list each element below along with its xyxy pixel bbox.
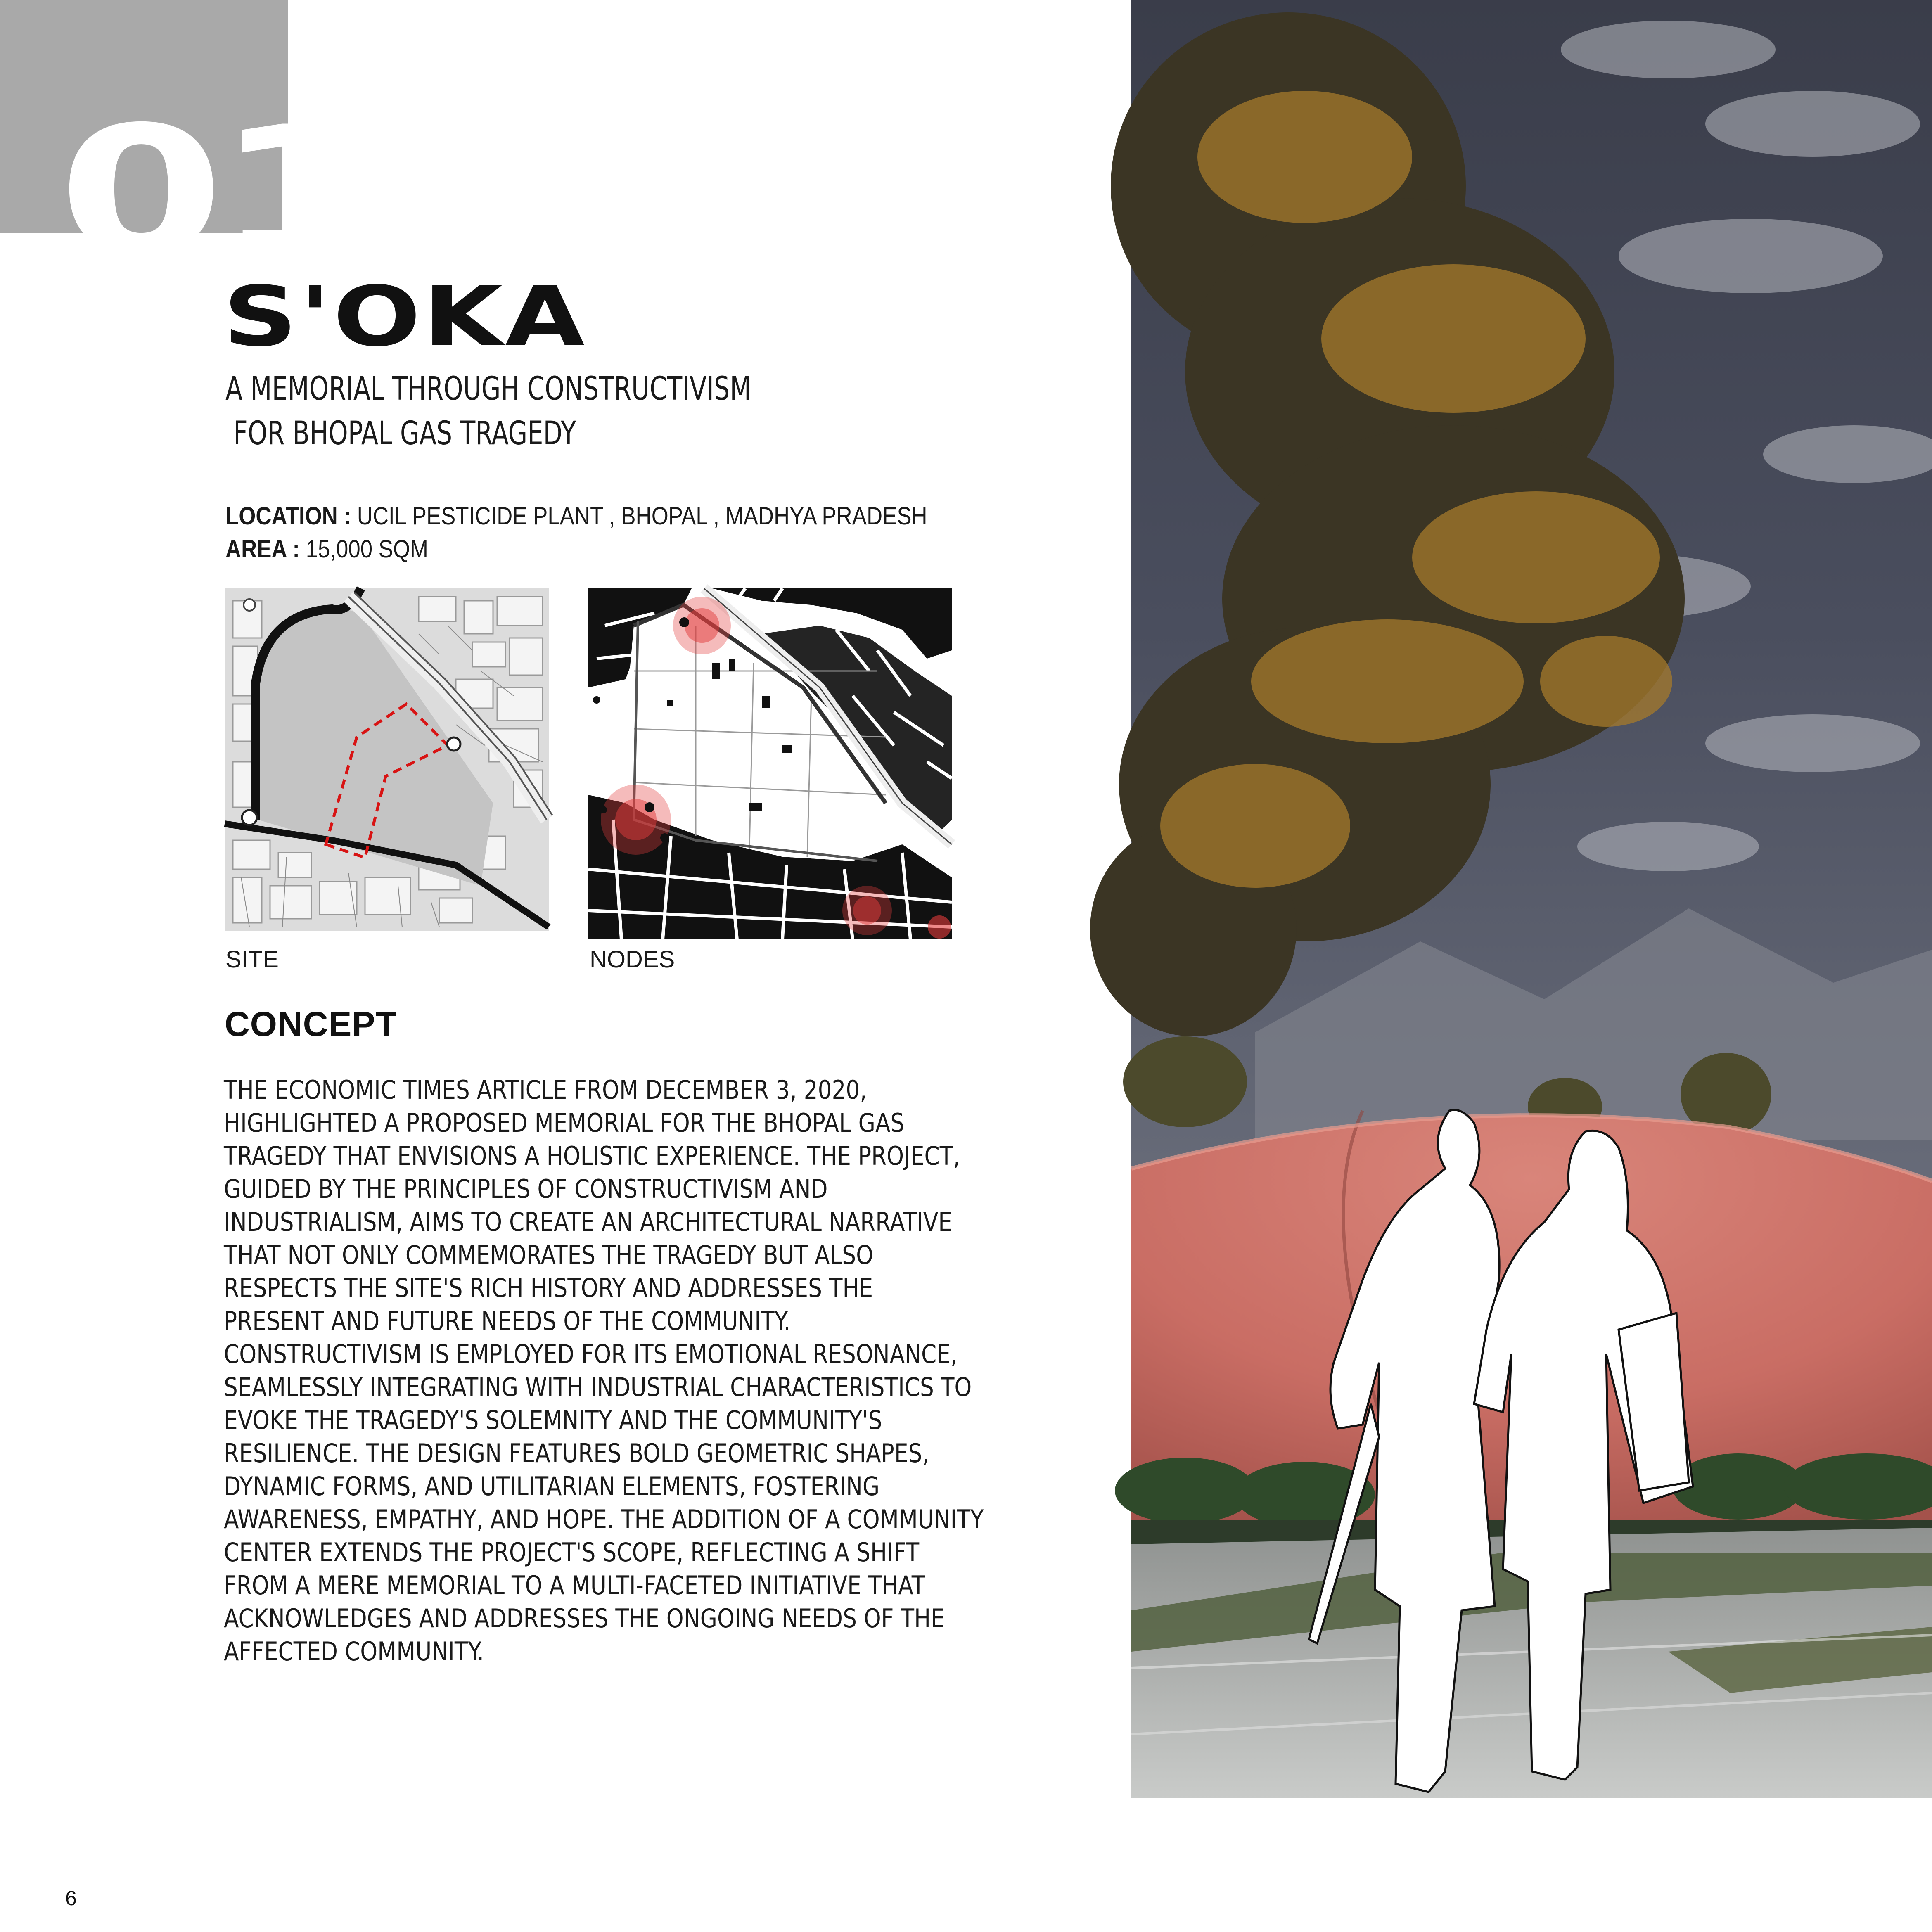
concept-line: RESILIENCE. THE DESIGN FEATURES BOLD GEOMETRIC SHAPES, — [224, 1438, 929, 1468]
area-label: AREA : — [225, 535, 300, 563]
concept-line: GUIDED BY THE PRINCIPLES OF CONSTRUCTIVISM AND — [224, 1174, 828, 1204]
area-value: 15,000 SQM — [299, 535, 429, 563]
subtitle-line-1: A MEMORIAL THROUGH CONSTRUCTIVISM — [225, 370, 751, 408]
concept-line: AFFECTED COMMUNITY. — [224, 1636, 484, 1666]
location-value: UCIL PESTICIDE PLANT , BHOPAL , MADHYA PRADESH — [351, 502, 927, 530]
subtitle-line-2: FOR BHOPAL GAS TRAGEDY — [225, 415, 576, 452]
concept-line: AWARENESS, EMPATHY, AND HOPE. THE ADDITION OF A COMMUNITY — [224, 1504, 984, 1534]
concept-line: PRESENT AND FUTURE NEEDS OF THE COMMUNITY. — [224, 1306, 791, 1336]
location-label: LOCATION : — [225, 502, 351, 530]
concept-line: INDUSTRIALISM, AIMS TO CREATE AN ARCHITECTURAL NARRATIVE — [224, 1207, 952, 1237]
render-graphic — [1131, 0, 1932, 1798]
section-number: 01 — [58, 89, 372, 295]
concept-line: TRAGEDY THAT ENVISIONS A HOLISTIC EXPERIENCE. THE PROJECT, — [224, 1141, 960, 1171]
concept-line: THAT NOT ONLY COMMEMORATES THE TRAGEDY BUT ALSO — [224, 1240, 874, 1270]
project-subtitle — [225, 367, 900, 456]
page-number: 6 — [65, 1887, 77, 1910]
project-meta — [225, 500, 927, 566]
concept-line: FROM A MERE MEMORIAL TO A MULTI-FACETED INITIATIVE THAT — [224, 1570, 925, 1600]
site-map — [225, 588, 549, 931]
concept-line: HIGHLIGHTED A PROPOSED MEMORIAL FOR THE BHOPAL GAS — [224, 1108, 905, 1138]
site-map-graphic — [225, 588, 549, 931]
nodes-map — [588, 588, 952, 939]
nodes-map-graphic — [588, 588, 952, 939]
concept-line: RESPECTS THE SITE'S RICH HISTORY AND ADDRESSES THE — [224, 1273, 873, 1303]
nodes-map-label: NODES — [590, 946, 675, 973]
project-title: S'OKA — [223, 269, 587, 365]
concept-line: CENTER EXTENDS THE PROJECT'S SCOPE, REFLECTING A SHIFT — [224, 1537, 920, 1567]
concept-line: EVOKE THE TRAGEDY'S SOLEMNITY AND THE COMMUNITY'S — [224, 1405, 882, 1435]
concept-line: SEAMLESSLY INTEGRATING WITH INDUSTRIAL CHARACTERISTICS TO — [224, 1372, 972, 1402]
memorial-render-image — [1131, 0, 1932, 1798]
concept-line: ACKNOWLEDGES AND ADDRESSES THE ONGOING NEEDS OF THE — [224, 1603, 945, 1633]
concept-line: DYNAMIC FORMS, AND UTILITARIAN ELEMENTS, FOSTERING — [224, 1471, 880, 1501]
concept-heading: CONCEPT — [225, 1005, 397, 1043]
area-row — [225, 533, 927, 566]
location-row — [225, 500, 927, 533]
section-number-block — [0, 0, 372, 295]
concept-line: THE ECONOMIC TIMES ARTICLE FROM DECEMBER 3, 2020, — [224, 1075, 867, 1105]
concept-body — [224, 1074, 984, 1668]
concept-line: CONSTRUCTIVISM IS EMPLOYED FOR ITS EMOTIONAL RESONANCE, — [224, 1339, 958, 1369]
site-map-label: SITE — [225, 946, 279, 973]
